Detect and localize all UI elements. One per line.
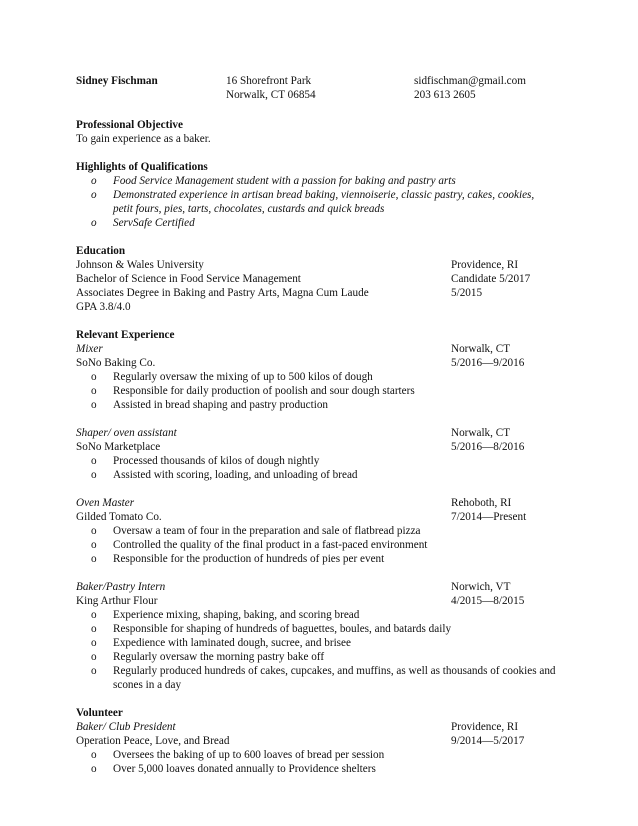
list-item: o Oversees the baking of up to 600 loaves of bread per session — [91, 749, 385, 761]
job-bullets — [76, 608, 576, 692]
list-item: o Oversaw a team of four in the preparation and sale of flatbread pizza — [91, 525, 421, 537]
job-role-row — [76, 496, 576, 510]
job-dates: 5/2016—9/2016 — [451, 357, 525, 369]
bullet-icon: o — [91, 371, 97, 383]
job-location: Rehoboth, RI — [451, 497, 512, 509]
candidate-name: Sidney Fischman — [76, 75, 158, 87]
list-item: o Assisted with scoring, loading, and unloading of bread — [91, 469, 358, 481]
job-company: SoNo Marketplace — [76, 441, 161, 453]
experience-list — [76, 342, 576, 692]
bullet-icon: o — [91, 749, 97, 761]
education-row: Associates Degree in Baking and Pastry Arts, Magna Cum Laude 5/2015 — [76, 287, 483, 299]
list-item: o Demonstrated experience in artisan bread baking, viennoiserie, classic pastry, cakes, cookies, petit fours, pies, tarts, chocolates, custards and quick breads — [91, 189, 535, 215]
job-role-row — [76, 580, 576, 594]
spacer — [76, 482, 576, 496]
job-company-row — [76, 356, 576, 370]
list-item: o Regularly produced hundreds of cakes, cupcakes, and muffins, as well as thousands of cookies and scones in a day — [91, 665, 556, 691]
bullet-icon: o — [91, 189, 97, 201]
volunteer-bullets — [76, 748, 576, 776]
highlights-title: Highlights of Qualifications — [76, 161, 208, 173]
phone: 203 613 2605 — [414, 89, 476, 101]
list-item: o ServSafe Certified — [91, 217, 195, 229]
email: sidfischman@gmail.com — [414, 75, 526, 87]
job-role: Mixer — [76, 343, 103, 355]
volunteer-title: Volunteer — [76, 707, 123, 719]
objective-title: Professional Objective — [76, 119, 183, 131]
address-line-1: 16 Shorefront Park — [226, 75, 312, 87]
bullet-icon: o — [91, 385, 97, 397]
job-company: Gilded Tomato Co. — [76, 511, 162, 523]
job-company: King Arthur Flour — [76, 595, 158, 607]
spacer — [76, 412, 576, 426]
job-role: Shaper/ oven assistant — [76, 427, 177, 439]
list-item: o Food Service Management student with a passion for baking and pastry arts — [91, 175, 456, 187]
job-company: SoNo Baking Co. — [76, 357, 156, 369]
list-item: o Regularly oversaw the mixing of up to 500 kilos of dough — [91, 371, 373, 383]
volunteer-row: Operation Peace, Love, and Bread 9/2014—5/2017 — [76, 735, 525, 747]
bullet-icon: o — [91, 399, 97, 411]
objective-text: To gain experience as a baker. — [76, 133, 211, 145]
bullet-icon: o — [91, 637, 97, 649]
list-item: o Experience mixing, shaping, baking, and scoring bread — [91, 609, 360, 621]
bullet-icon: o — [91, 553, 97, 565]
job-bullets — [76, 370, 576, 412]
resume-page — [76, 74, 576, 776]
job-role-row — [76, 342, 576, 356]
bullet-icon: o — [91, 455, 97, 467]
bullet-icon: o — [91, 469, 97, 481]
job-company-row — [76, 594, 576, 608]
job-dates: 5/2016—8/2016 — [451, 441, 525, 453]
job-role: Baker/Pastry Intern — [76, 581, 166, 593]
job-role: Oven Master — [76, 497, 135, 509]
gpa: GPA 3.8/4.0 — [76, 301, 131, 313]
address-line-2: Norwalk, CT 06854 — [226, 89, 316, 101]
education-title: Education — [76, 245, 126, 257]
list-item: o Regularly oversaw the morning pastry bake off — [91, 651, 325, 663]
list-item: o Processed thousands of kilos of dough nightly — [91, 455, 320, 467]
list-item: o Responsible for shaping of hundreds of baguettes, boules, and batards daily — [91, 623, 452, 635]
bullet-icon: o — [91, 623, 97, 635]
job-location: Norwalk, CT — [451, 343, 511, 355]
list-item: o Expedience with laminated dough, sucree, and brisee — [91, 637, 351, 649]
bullet-icon: o — [91, 609, 97, 621]
list-item: o Responsible for daily production of poolish and sour dough starters — [91, 385, 415, 397]
highlights-list — [76, 174, 576, 230]
volunteer-row: Baker/ Club President Providence, RI — [76, 721, 519, 733]
job-dates: 7/2014—Present — [451, 511, 527, 523]
bullet-icon: o — [91, 175, 97, 187]
job-role-row — [76, 426, 576, 440]
contact-block — [414, 74, 526, 102]
education-row: Bachelor of Science in Food Service Management Candidate 5/2017 — [76, 273, 531, 285]
resume-header — [76, 74, 576, 104]
job-location: Norwalk, CT — [451, 427, 511, 439]
job-dates: 4/2015—8/2015 — [451, 595, 525, 607]
job-location: Norwich, VT — [451, 581, 511, 593]
list-item: o Assisted in bread shaping and pastry production — [91, 399, 329, 411]
bullet-icon: o — [91, 525, 97, 537]
bullet-icon: o — [91, 665, 97, 677]
job-company-row — [76, 510, 576, 524]
bullet-icon: o — [91, 763, 97, 775]
bullet-icon: o — [91, 651, 97, 663]
education-row: Johnson & Wales University Providence, RI — [76, 259, 519, 271]
address-block — [226, 74, 316, 102]
bullet-icon: o — [91, 539, 97, 551]
list-item: o Responsible for the production of hundreds of pies per event — [91, 553, 385, 565]
list-item: o Over 5,000 loaves donated annually to Providence shelters — [91, 763, 376, 775]
bullet-icon: o — [91, 217, 97, 229]
job-bullets — [76, 524, 576, 566]
job-bullets — [76, 454, 576, 482]
experience-title: Relevant Experience — [76, 329, 175, 341]
job-company-row — [76, 440, 576, 454]
spacer — [76, 566, 576, 580]
list-item: o Controlled the quality of the final product in a fast-paced environment — [91, 539, 428, 551]
